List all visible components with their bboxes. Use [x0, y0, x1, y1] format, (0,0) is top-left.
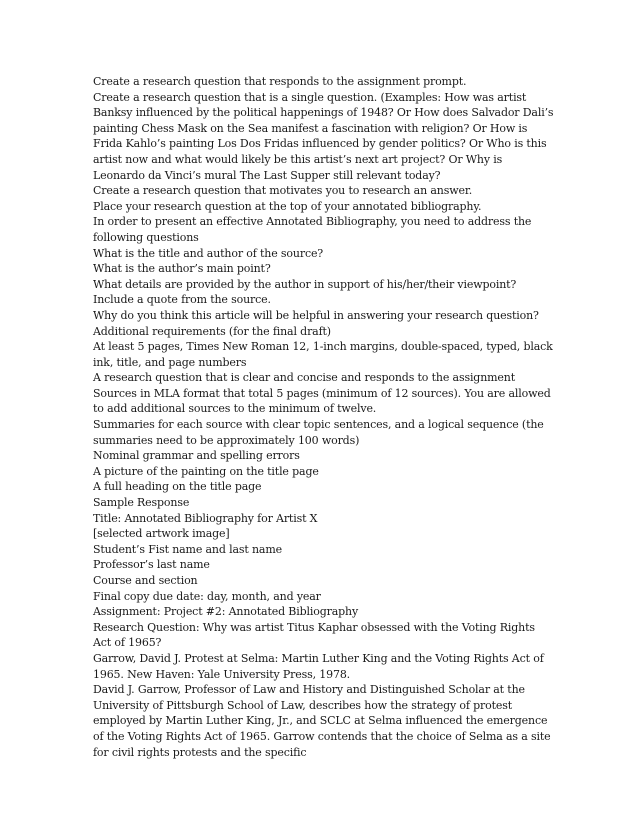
- sample-course-section: Course and section: [93, 574, 198, 587]
- question-title-author: What is the title and author of the source?: [93, 246, 324, 260]
- requirement-picture: A picture of the painting on the title page: [93, 464, 319, 478]
- requirement-research-question: A research question that is clear and concise and responds to the assignment: [93, 371, 515, 385]
- requirement-summaries: Summaries for each source with clear topic sentences, and a logical sequence (the summaries need to be approximately 100 words): [93, 418, 544, 447]
- sample-title: Title: Annotated Bibliography for Artist X: [93, 511, 318, 525]
- requirement-grammar: Nominal grammar and spelling errors: [93, 449, 300, 463]
- annotation-garrow: David J. Garrow, Professor of Law and History and Distinguished Scholar at the University of Pittsburgh School of Law, describes how the strategy of protest employed by Martin Luther King, Jr., and SCLC at Selma influenced the emergence of the Voting Rights Act of 1965. Garrow contends that the choice of Selma as a site for civil rights protests and the specific: [93, 683, 551, 759]
- requirement-format: At least 5 pages, Times New Roman 12, 1-inch margins, double-spaced, typed, black ink, title, and page numbers: [93, 340, 553, 369]
- citation-garrow: Garrow, David J. Protest at Selma: Martin Luther King and the Voting Rights Act of 1965. New Haven: Yale University Press, 1978.: [93, 651, 544, 681]
- motivation-line: Create a research question that motivates you to research an answer.: [93, 184, 473, 198]
- question-main-point: What is the author’s main point?: [93, 262, 271, 276]
- placement-line: Place your research question at the top of your annotated bibliography.: [93, 199, 482, 213]
- examples-paragraph: Create a research question that is a single question. (Examples: How was artist Banksy influenced by the political happenings of 1948? Or How does Salvador Dali’s painting Chess Mask on the Sea manifest a fascination with religion? Or How is Frida Kahlo’s painting Los Dos Fridas influenced by gender politics? Or Who is this artist now and what would likely be this artist’s next art project? Or Why is Leonardo da Vinci’s mural The Last Supper still relevant today?: [93, 90, 554, 182]
- document-body: [93, 74, 555, 760]
- sample-research-question: Research Question: Why was artist Titus Kaphar obsessed with the Voting Rights Act of 1965?: [93, 620, 535, 650]
- sample-response-heading: Sample Response: [93, 496, 190, 510]
- sample-due-date: Final copy due date: day, month, and year: [93, 589, 321, 603]
- effective-bibliography-intro: In order to present an effective Annotated Bibliography, you need to address the following questions: [93, 215, 532, 244]
- question-helpfulness: Why do you think this article will be helpful in answering your research question?: [93, 308, 539, 322]
- requirement-sources: Sources in MLA format that total 5 pages (minimum of 12 sources). You are allowed to add additional sources to the minimum of twelve.: [93, 386, 551, 416]
- sample-assignment: Assignment: Project #2: Annotated Bibliography: [93, 605, 359, 619]
- additional-requirements-heading: Additional requirements (for the final draft): [93, 324, 331, 338]
- prompt-line: Create a research question that responds to the assignment prompt.: [93, 75, 467, 88]
- question-details: What details are provided by the author in support of his/her/their viewpoint? Include a quote from the source.: [93, 277, 517, 307]
- sample-artwork-placeholder: [selected artwork image]: [93, 527, 230, 541]
- sample-professor-name: Professor’s last name: [93, 558, 210, 572]
- requirement-heading: A full heading on the title page: [93, 480, 262, 494]
- sample-student-name: Student’s Fist name and last name: [93, 542, 282, 556]
